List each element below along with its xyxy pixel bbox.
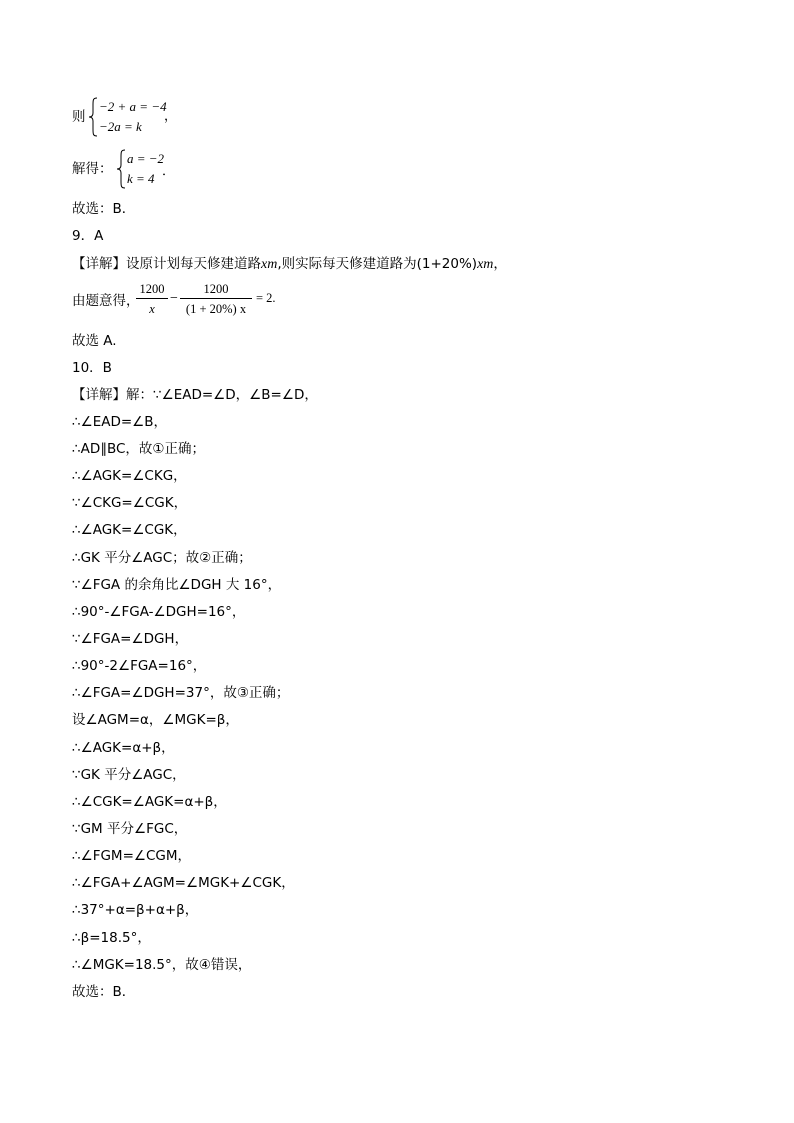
q10-line: ∴∠AGK=α+β， [72, 740, 175, 756]
equation-system-1 [72, 97, 192, 137]
q9-equation [72, 281, 332, 321]
detail-var2: xm [477, 257, 494, 272]
q10-line: ∴∠FGA+∠AGM=∠MGK+∠CGK， [72, 875, 295, 891]
q10-line: ∴∠FGM=∠CGM， [72, 848, 192, 864]
q9-heading: 9．A [72, 228, 104, 244]
q8-answer: 故选：B． [72, 201, 136, 217]
then-label: 则 [72, 109, 86, 125]
detail-tail: ， [493, 256, 507, 272]
q10-line: ∴∠MGK=18.5°，故④错误， [72, 957, 252, 973]
q10-line: 设∠AGM=α，∠MGK=β， [72, 712, 239, 728]
q10-line: ∴∠EAD=∠B， [72, 414, 168, 430]
q10-line: ∵∠CKG=∠CGK， [72, 495, 188, 511]
detail-tag: 【详解】 [72, 256, 126, 272]
detail-text-a: 设原计划每天修建道路 [126, 256, 261, 272]
detail-var: xm [261, 257, 278, 272]
q10-line: ∴β=18.5°， [72, 930, 151, 946]
q10-line: ∴∠AGK=∠CGK， [72, 522, 187, 538]
left-brace-icon [88, 97, 98, 137]
q10-line: 【详解】解：∵∠EAD=∠D，∠B=∠D， [72, 387, 318, 403]
q10-line: ∵GK 平分∠AGC， [72, 767, 186, 783]
equation-system-2 [72, 149, 192, 189]
q10-line: ∴∠CGK=∠AGK=α+β， [72, 794, 227, 810]
fraction-2-numerator: 1200 [203, 282, 229, 296]
equation-prefix: 由题意得， [72, 293, 140, 309]
q10-line: ∴GK 平分∠AGC；故②正确； [72, 550, 252, 566]
q10-line: ∴AD∥BC，故①正确； [72, 441, 206, 457]
q10-line: ∴37°+α=β+α+β， [72, 902, 199, 918]
q9-detail [72, 255, 507, 274]
system1-eq1: −2 + a = −4 [99, 99, 167, 114]
q9-answer: 故选 A. [72, 333, 117, 349]
solve-label: 解得： [72, 161, 113, 177]
q10-answer: 故选：B． [72, 984, 136, 1000]
q10-line: ∴∠FGA=∠DGH=37°，故③正确； [72, 685, 290, 701]
detail-text-b: ,则实际每天修建道路为(1+20%) [277, 256, 478, 272]
system1-tail: ， [164, 108, 178, 123]
minus-sign: − [170, 291, 178, 306]
fraction-2 [180, 281, 252, 317]
fraction-1-numerator: 1200 [139, 282, 165, 296]
left-brace-icon [116, 149, 126, 189]
fraction-1-denominator: x [149, 302, 155, 316]
system2-eq1: a = −2 [127, 151, 165, 166]
q10-line: ∵GM 平分∠FGC， [72, 821, 188, 837]
q10-line: ∵∠FGA=∠DGH， [72, 631, 189, 647]
fraction-2-denominator: (1 + 20%) x [185, 302, 247, 316]
fraction-1 [136, 281, 168, 317]
system2-tail: ． [162, 163, 176, 178]
system1-eq2: −2a = k [99, 119, 142, 134]
q10-heading: 10．B [72, 360, 112, 376]
q10-line: ∵∠FGA 的余角比∠DGH 大 16°， [72, 577, 282, 593]
system2-eq2: k = 4 [127, 171, 155, 186]
q10-line: ∴90°-∠FGA-∠DGH=16°， [72, 604, 246, 620]
q10-line: ∴∠AGK=∠CKG， [72, 468, 187, 484]
equation-tail: = 2. [256, 291, 276, 305]
q10-line: ∴90°-2∠FGA=16°， [72, 658, 207, 674]
